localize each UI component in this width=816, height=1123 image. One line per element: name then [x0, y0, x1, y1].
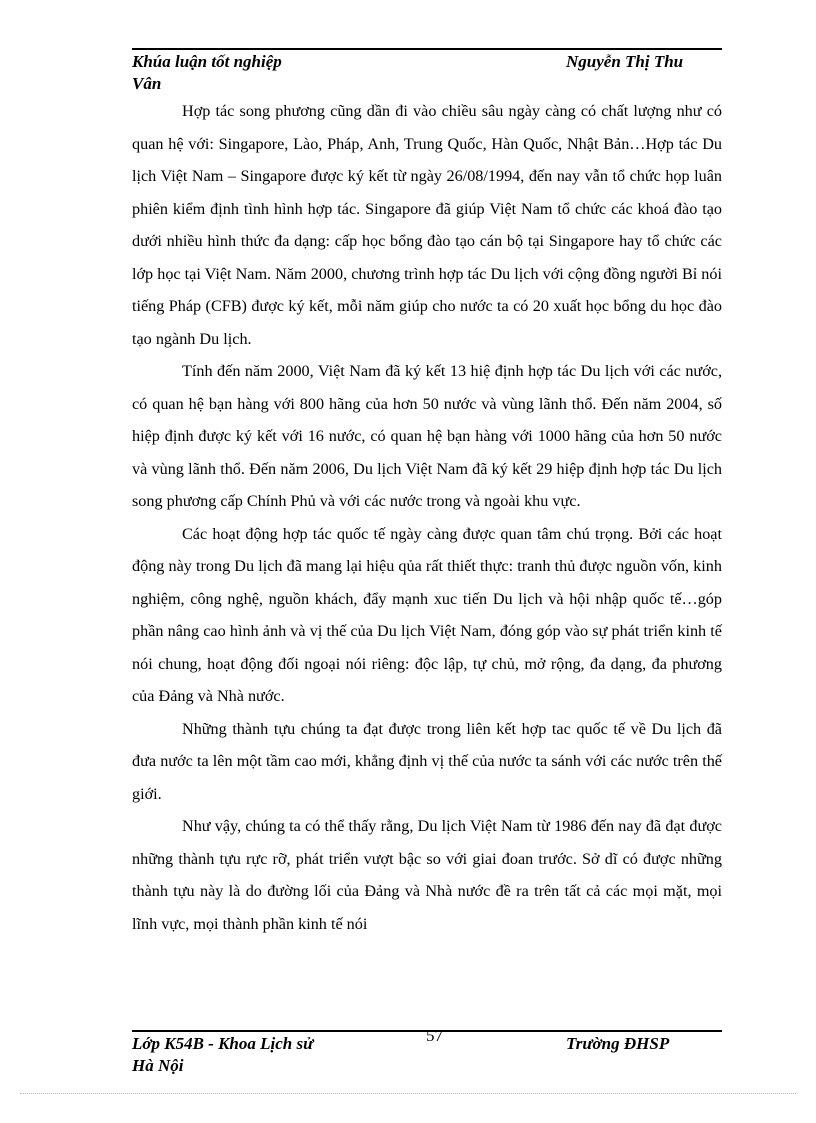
paragraph: Những thành tựu chúng ta đạt được trong liên kết hợp tac quốc tế về Du lịch đã đưa nước ta lên một tầm cao mới, khẳng định vị thế của nước ta sánh với các nước trên thế giới.: [132, 719, 722, 803]
paragraph: Như vậy, chúng ta có thể thấy rằng, Du lịch Việt Nam từ 1986 đến nay đã đạt được những thành tựu rực rỡ, phát triển vượt bậc so với giai đoan trước. Sở dĩ có được những thành tựu này là do đường lối của Đảng và Nhà nước đề ra trên tất cả các mọi mặt, mọi lĩnh vực, mọi thành phần kinh tế nói: [132, 817, 722, 933]
header-right: Nguyễn Thị Thu: [566, 52, 684, 71]
header-left: Khúa luận tốt nghiệp: [132, 52, 282, 71]
page-edge-divider: [20, 1093, 796, 1094]
header-continuation: Vân: [132, 74, 162, 93]
footer-left: Lớp K54B - Khoa Lịch sử: [132, 1034, 314, 1053]
paragraph: Tính đến năm 2000, Việt Nam đã ký kết 13 hiệ định hợp tác Du lịch với các nước, có quan hệ bạn hàng với 800 hãng của hơn 50 nước và vùng lãnh thổ. Đến năm 2004, số hiệp định được ký kết với 16 nước, có quan hệ bạn hàng với 1000 hãng của hơn 50 nước và vùng lãnh thổ. Đến năm 2006, Du lịch Việt Nam đã ký kết 29 hiệp định hợp tác Du lịch song phương cấp Chính Phủ và với các nước trong và ngoài khu vực.: [132, 362, 722, 510]
document-body: [132, 95, 722, 940]
paragraph: Hợp tác song phương cũng dần đi vào chiều sâu ngày càng có chất lượng như có quan hệ với: Singapore, Lào, Pháp, Anh, Trung Quốc, Hàn Quốc, Nhật Bản…Hợp tác Du lịch Việt Nam – Singapore được ký kết từ ngày 26/08/1994, đến nay vẫn tổ chức họp luân phiên kiểm định tình hình hợp tác. Singapore đã giúp Việt Nam tổ chức các khoá đào tạo dưới nhiều hình thức đa dạng: cấp học bổng đào tạo cán bộ tại Singapore hay tổ chức các lớp học tại Việt Nam. Năm 2000, chương trình hợp tác Du lịch với cộng đồng người Bỉ nói tiếng Pháp (CFB) được ký kết, mỗi năm giúp cho nước ta có 20 xuất học bổng du học đào tạo ngành Du lịch.: [132, 102, 722, 348]
footer-right: Trường ĐHSP: [566, 1034, 670, 1053]
paragraph: Các hoạt động hợp tác quốc tế ngày càng được quan tâm chú trọng. Bởi các hoạt động này trong Du lịch đã mang lại hiệu qủa rất thiết thực: tranh thủ được nguồn vốn, kinh nghiệm, công nghệ, nguồn khách, đẩy mạnh xuc tiến Du lịch và hội nhập quốc tế…góp phần nâng cao hình ảnh và vị thế của Du lịch Việt Nam, đóng góp vào sự phát triển kinh tế nói chung, hoạt động đối ngoại nói riêng: độc lập, tự chủ, mở rộng, đa dạng, đa phương của Đảng và Nhà nước.: [132, 524, 722, 705]
footer-continuation: Hà Nội: [132, 1056, 184, 1075]
page-number: 57: [426, 1026, 443, 1045]
header-rule: [132, 48, 722, 50]
